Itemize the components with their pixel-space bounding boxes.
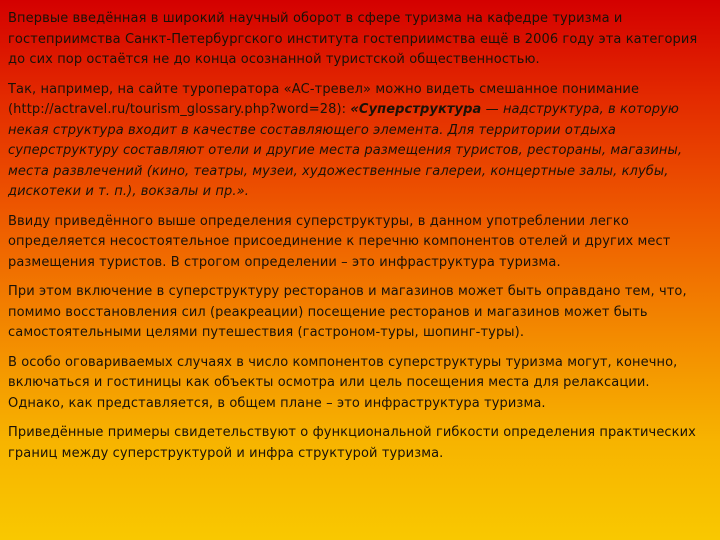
paragraph-example [8,80,710,203]
paragraph-intro: Впервые введённая в широкий научный оборот в сфере туризма на кафедре туризма и гостеприимства Санкт-Петербургского института гостеприимства ещё в 2006 году эта категория до сих пор остаётся не до конца осознанной туристской общественностью. [8,11,698,67]
paragraph-analysis: Ввиду приведённого выше определения суперструктуры, в данном употреблении легко определяется несостоятельное присоединение к перечню компонентов отелей и других мест размещения туристов. В строгом определении – это инфраструктура туризма. [8,213,671,270]
paragraph-restaurants: При этом включение в суперструктуру ресторанов и магазинов может быть оправдано тем, что, помимо восстановления сил (реакреации) посещение ресторанов и магазинов может быть самостоятельными целями путешествия (гастроном-туры, шопинг-туры). [8,284,687,340]
paragraph-hotels: В особо оговариваемых случаях в число компонентов суперструктуры туризма могут, конечно, включаться и гостиницы как объекты осмотра или цель посещения места для релаксации. Однако, как представляется, в общем плане – это инфраструктура туризма. [8,354,678,411]
example-intro-text: Так, например, на сайте туроператора «АС-тревел» можно видеть смешанное понимание (http://actravel.ru/tourism_glossary.php?word=28): [8,81,640,117]
quote-definition: — надструктура, в которую некая структура входит в качестве составляющего элемента. Для территории отдыха суперструктуру составляют отели и другие места размещения туристов, рестораны, магазины, места развлечений (кино, театры, музеи, художественные галереи, концертные залы, клубы, дискотеки и т. п.), вокзалы и пр.». [8,102,683,199]
paragraph-conclusion: Приведённые примеры свидетельствуют о функциональной гибкости определения практических границ между суперструктурой и инфра структурой туризма. [8,425,696,461]
quote-term: «Суперструктура [350,102,482,117]
